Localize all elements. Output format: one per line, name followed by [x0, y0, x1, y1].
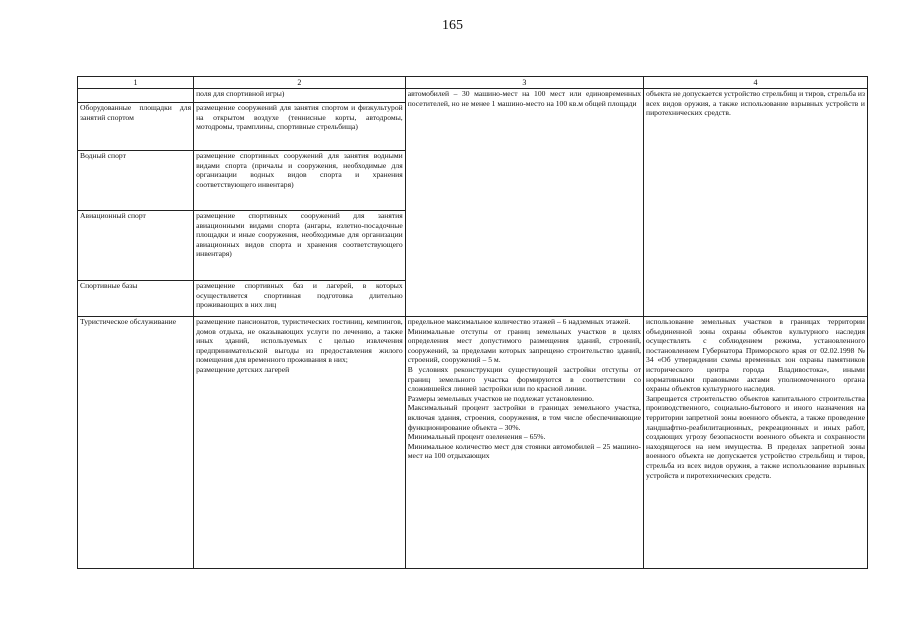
- parameters-text: Размеры земельных участков не подлежат установлению.: [407, 393, 594, 403]
- use-description-cell: [194, 317, 406, 569]
- use-name-cell: Авиационный спорт: [78, 211, 194, 281]
- restrictions-cell: [644, 89, 868, 317]
- use-description-cell: [194, 89, 406, 103]
- use-name-cell: Оборудованные площадки для занятий спортом: [78, 103, 194, 151]
- column-number-2: 2: [194, 77, 406, 89]
- use-name-cell: Водный спорт: [78, 151, 194, 211]
- use-name-cell: Спортивные базы: [78, 281, 194, 317]
- description-text: размещение пансионатов, туристических гостиниц, кемпингов, домов отдыха, не оказывающих услуги по лечению, а также иных зданий, используемых с целью извлечения предпринимательской выгоды из предоставления жилого помещения для временного проживания в них;: [196, 317, 403, 365]
- parameters-cell: [405, 317, 643, 569]
- parameters-text: автомобилей – 30 машино-мест на 100 мест или единовременных посетителей, но не менее 1 машино-место на 100 кв.м общей площади: [407, 89, 642, 108]
- parameters-text: Минимальные отступы от границ земельных участков в целях определения мест допустимого размещения зданий, строений, сооружений, за пределами которых запрещено строительство зданий, строений, сооружений – 5 м.: [407, 326, 642, 365]
- use-description-cell: [194, 103, 406, 151]
- restrictions-cell: [644, 317, 868, 569]
- page-number: 165: [442, 18, 463, 33]
- use-description-cell: [194, 151, 406, 211]
- use-name-cell: Туристическое обслуживание: [78, 317, 194, 569]
- parameters-text: предельное максимальное количество этажей – 6 надземных этажей.: [407, 317, 631, 326]
- description-text: размещение спортивных сооружений для занятия водными видами спорта (причалы и сооружения, необходимые для организации водных видов спорта и хранения соответствующего инвентаря): [196, 151, 403, 189]
- table-row: [78, 317, 868, 569]
- regulations-table: [77, 76, 868, 569]
- parameters-cell: [405, 89, 643, 317]
- column-number-3: 3: [405, 77, 643, 89]
- use-name-cell: [78, 89, 194, 103]
- description-text: поля для спортивной игры): [196, 89, 285, 98]
- parameters-text: Минимальный процент озеленения – 65%.: [407, 432, 546, 442]
- parameters-text: Минимальное количество мест для стоянки автомобилей – 25 машино-мест на 100 отдыхающих: [407, 441, 642, 461]
- description-text: размещение детских лагерей: [196, 364, 290, 374]
- parameters-text: Максимальный процент застройки в границах земельного участка, включая здания, строения, сооружения, в том числе обеспечивающие функционирование объекта – 30%.: [407, 403, 642, 432]
- column-number-1: 1: [78, 77, 194, 89]
- use-description-cell: [194, 211, 406, 281]
- description-text: размещение спортивных сооружений для занятия авиационными видами спорта (ангары, взлетно-посадочные площадки и иные сооружения, необходимые для организации авиационных видов спорта и хранения соответствующего инвентаря): [196, 211, 403, 259]
- use-description-cell: [194, 281, 406, 317]
- table-header-row: [78, 77, 868, 89]
- restrictions-text: Запрещается строительство объектов капитального строительства производственного, социально-бытового и иного назначения на территории запретной зоны военного объекта, а также проведение ландшафтно-реабилитационных, рекреационных и иных работ, создающих угрозу безопасности военного объекта и сохранности находящегося на нем имущества. В пределах запретной зоны военного объекта не допускается устройство стрельбищ и тиров, стрельба из всех видов оружия, а также использование взрывных устройств и пиротехнических средств.: [646, 393, 865, 480]
- table-row: [78, 89, 868, 103]
- description-text: размещение сооружений для занятия спортом и физкультурой на открытом воздухе (теннисные корты, автодромы, мотодромы, трамплины, спортивные стрельбища): [196, 103, 403, 132]
- parameters-text: В условиях реконструкции существующей застройки отступы от границ земельного участка формируются в соответствии со сложившейся линией застройки или по красной линии.: [407, 364, 642, 394]
- restrictions-text: объекта не допускается устройство стрельбищ и тиров, стрельба из всех видов оружия, а также использование взрывных устройств и пиротехнических средств.: [646, 89, 865, 118]
- description-text: размещение спортивных баз и лагерей, в которых осуществляется спортивная подготовка длительно проживающих в них лиц: [196, 281, 403, 310]
- column-number-4: 4: [644, 77, 868, 89]
- restrictions-text: использование земельных участков в границах территории объединенной зоны охраны объектов культурного наследия осуществлять с соблюдением режима, установленного постановлением Губернатора Приморского края от 02.02.1998 № 34 «Об утверждении схемы временных зон охраны памятников исторического центра города Владивостока», иными нормативными правовыми актами уполномоченного органа охраны объектов культурного наследия.: [646, 317, 865, 394]
